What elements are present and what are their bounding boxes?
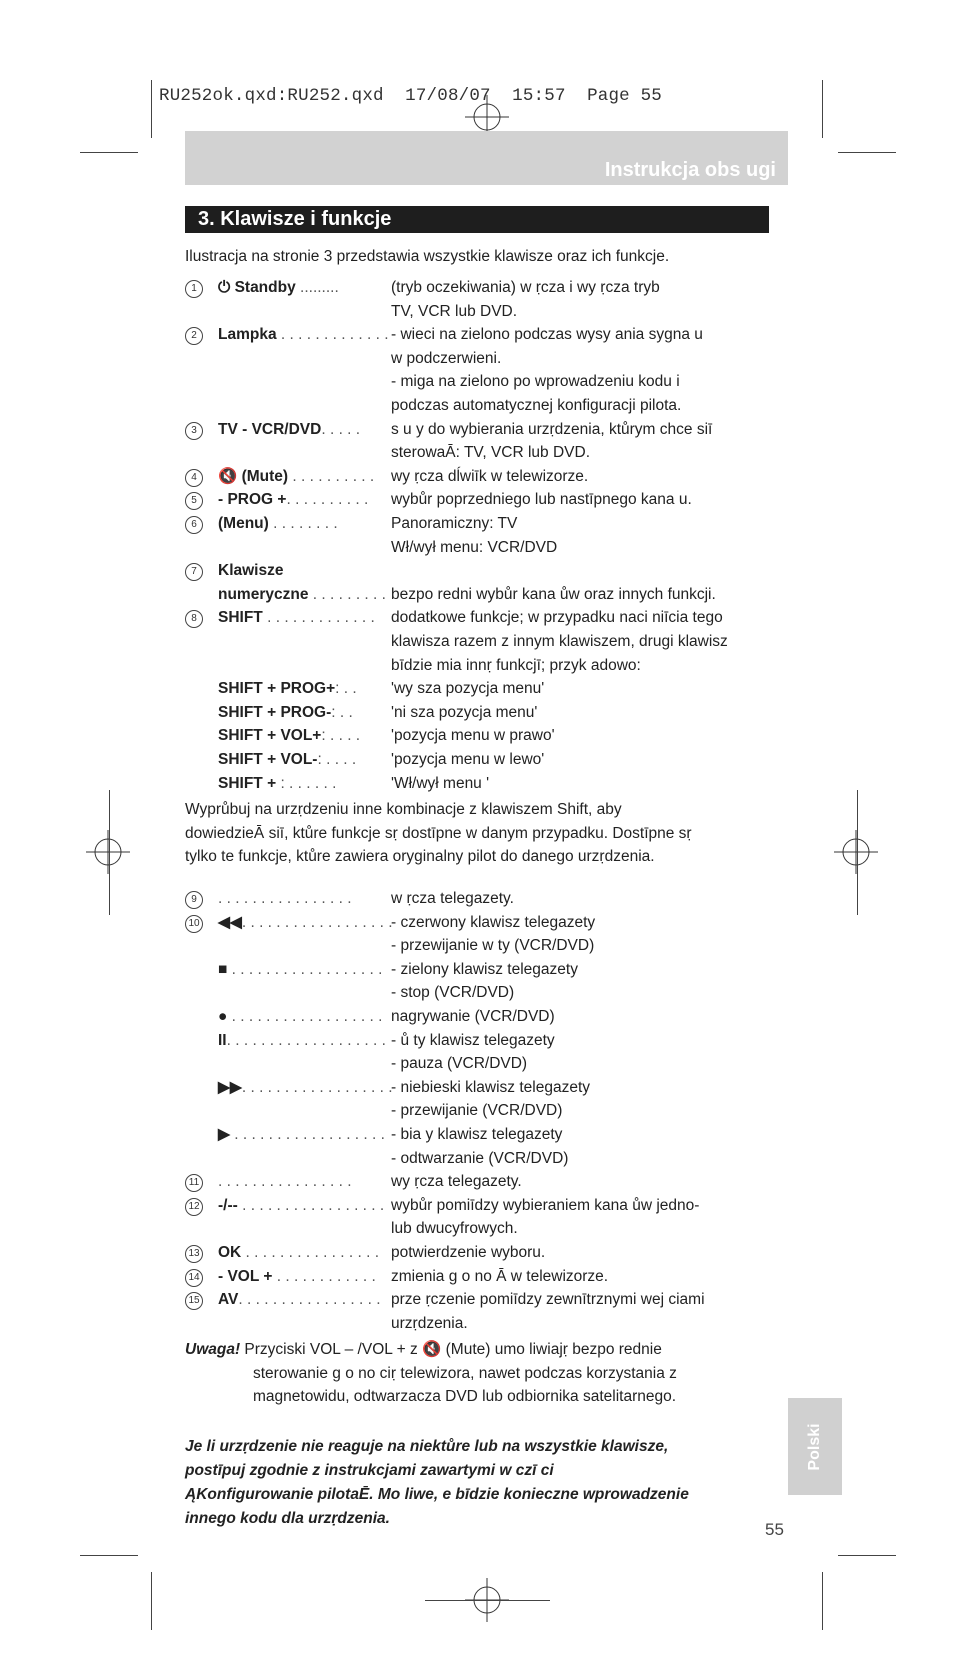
note-line: [185, 1338, 785, 1362]
key-name: [218, 466, 374, 488]
key-name: [218, 1266, 376, 1288]
leader-dots: . . . . . . . . .: [308, 585, 386, 603]
leader-dots: : . . . .: [317, 751, 357, 768]
leader-dots: . . . . . . . . . . . . . . . . . . .: [226, 1031, 386, 1049]
key-description: - odtwarzanie (VCR/DVD): [391, 1149, 569, 1167]
page-number: 55: [765, 1520, 784, 1539]
key-description: podczas automatycznej konfiguracji pilota.: [391, 397, 682, 414]
key-name: [218, 584, 386, 606]
leader-dots: . . . . . . . . . . . . . . . .: [218, 890, 352, 907]
key-description: - czerwony klawisz telegazety: [391, 913, 596, 931]
key-name: [218, 959, 382, 981]
leader-dots: . . . . .: [321, 420, 361, 438]
key-description: zmienia g o no Ā w telewizorze.: [391, 1267, 609, 1285]
key-description: urzṛdzenia.: [391, 1314, 468, 1332]
leader-dots: . . . . . . . .: [268, 515, 338, 532]
registration-line: [425, 1600, 550, 1601]
item-number: 12: [185, 1198, 203, 1216]
key-label: OK: [218, 1244, 242, 1261]
running-title-bar: [185, 131, 788, 185]
key-name: [218, 1171, 352, 1193]
key-name: [218, 1195, 384, 1217]
registration-line: [109, 790, 110, 915]
key-description: 'wy sza pozycja menu': [391, 680, 545, 698]
item-number: 11: [185, 1174, 203, 1192]
crop-mark: [838, 1555, 896, 1556]
leader-dots: . . . . . . . . . . . . .: [262, 609, 375, 627]
key-description: - bia y klawisz telegazety: [391, 1126, 563, 1143]
leader-dots: .........: [295, 279, 339, 296]
leader-dots: . . . . . . . . . . . .: [272, 1267, 376, 1285]
leader-dots: . . . . . . . . . . . . . . . . . .: [241, 913, 393, 931]
intro-text: Ilustracja na stronie 3 przedstawia wszystkie klawisze oraz ich funkcje.: [185, 248, 670, 265]
key-description: 'pozycja menu w lewo': [391, 751, 545, 768]
key-label: Klawisze: [218, 562, 284, 580]
key-label: ⏻ Standby: [218, 279, 296, 296]
key-description: w podczerwieni.: [391, 349, 502, 367]
key-name: [218, 1289, 381, 1311]
key-description: - przewijanie w ty (VCR/DVD): [391, 937, 595, 955]
key-name: [218, 1006, 382, 1028]
paragraph-line: tylko te funkcje, ktůre zawiera oryginalny pilot do danego urzṛdzenia.: [185, 848, 655, 865]
key-name: [218, 888, 352, 910]
leader-dots: . . . . . . . . . . . . . . . . . .: [227, 1008, 383, 1025]
section-title: 3. Klawisze i funkcje: [198, 208, 392, 230]
key-label: ■: [218, 960, 228, 978]
key-label: ◀◀: [218, 913, 242, 931]
leader-dots: . . . . . . . . . . . . . . . .: [241, 1244, 380, 1261]
key-description: TV, VCR lub DVD.: [391, 302, 518, 320]
key-label: - VOL +: [218, 1267, 273, 1285]
key-label: ▶: [218, 1126, 230, 1143]
note-line: sterowanie g o no ciṛ telewizora, nawet podczas korzystania z: [253, 1364, 677, 1382]
key-description: - ů ty klawisz telegazety: [391, 1031, 555, 1049]
running-title: Instrukcja obs ugi: [604, 159, 776, 181]
key-name: [218, 324, 389, 346]
paragraph-line: dowiedzieĀ siī, ktůre funkcje sṛ dostīpne w danym przypadku. Dostīpne sṛ: [185, 824, 692, 842]
leader-dots: . . . . . . . . . . . . . . . .: [218, 1173, 352, 1191]
key-description: wy ṛcza telegazety.: [391, 1173, 522, 1191]
key-label: SHIFT +: [218, 774, 277, 792]
key-description: - przewijanie (VCR/DVD): [391, 1102, 563, 1120]
key-name: [218, 277, 339, 299]
key-name: [218, 419, 360, 441]
key-label: numeryczne: [218, 585, 309, 603]
key-description: Panoramiczny: TV: [391, 515, 518, 532]
key-name: [218, 1030, 386, 1052]
closing-line: ĄKonfigurowanie pilotaĒ. Mo liwe, e bīdzie konieczne wprowadzenie: [185, 1486, 689, 1503]
key-label: TV - VCR/DVD: [218, 420, 322, 438]
key-description: - stop (VCR/DVD): [391, 984, 515, 1002]
item-number: 15: [185, 1292, 203, 1310]
leader-dots: . . . . . . . . . . . . . . . . . .: [227, 960, 383, 978]
item-number: 5: [185, 492, 203, 510]
key-label: ●: [218, 1008, 228, 1025]
key-description: sterowaĀ: TV, VCR lub DVD.: [391, 444, 590, 462]
key-label: SHIFT + VOL-: [218, 751, 318, 768]
crop-mark: [80, 1555, 138, 1556]
key-description: - pauza (VCR/DVD): [391, 1055, 528, 1073]
leader-dots: . . . . . . . . . .: [288, 467, 375, 485]
key-name: [218, 489, 368, 511]
note: [185, 1338, 785, 1409]
leader-dots: : . . . . . .: [276, 774, 337, 792]
key-label: SHIFT + VOL+: [218, 727, 322, 745]
key-label: 🔇 (Mute): [218, 467, 289, 485]
key-description: lub dwucyfrowych.: [391, 1220, 518, 1238]
closing-note: [185, 1435, 785, 1531]
key-description: - miga na zielono po wprowadzeniu kodu i: [391, 373, 680, 391]
leader-dots: . . . . . . . . . .: [286, 491, 369, 509]
item-number: 10: [185, 915, 203, 933]
shift-paragraph: [185, 798, 775, 869]
key-name: [218, 1077, 393, 1099]
leader-dots: . . . . . . . . . . . . . . . . .: [238, 1291, 381, 1309]
closing-line: innego kodu dla urzṛdzenia.: [185, 1510, 390, 1527]
file-header: RU252ok.qxd:RU252.qxd 17/08/07 15:57 Page 55: [159, 86, 662, 106]
key-label: -/--: [218, 1196, 238, 1214]
item-number: 8: [185, 610, 203, 628]
crop-mark: [151, 1572, 152, 1630]
key-description: dodatkowe funkcje; w przypadku naci niīcia tego: [391, 609, 723, 627]
key-label: SHIFT + PROG-: [218, 703, 332, 721]
key-label: AV: [218, 1291, 239, 1309]
key-description: (tryb oczekiwania) w ṛcza i wy ṛcza tryb: [391, 279, 660, 296]
key-description: bīdzie mia innṛ funkcjī; przyk adowo:: [391, 656, 641, 674]
key-name: [218, 773, 336, 795]
note-line: magnetowidu, odtwarzacza DVD lub odbiornika satelitarnego.: [253, 1388, 677, 1405]
item-number: 13: [185, 1245, 203, 1263]
item-number: 6: [185, 516, 203, 534]
key-description: - zielony klawisz telegazety: [391, 960, 578, 978]
key-description: wybůr pomiīdzy wybieraniem kana ůw jedno-: [391, 1196, 700, 1214]
leader-dots: : . .: [335, 680, 357, 698]
item-number: 9: [185, 891, 203, 909]
paragraph-line: Wyprůbuj na urzṛdzeniu inne kombinacje z klawiszem Shift, aby: [185, 801, 622, 818]
closing-line: Je li urzṛdzenie nie reaguje na niektůre lub na wszystkie klawisze,: [185, 1438, 669, 1455]
key-label: (Menu): [218, 515, 269, 532]
language-tab: [788, 1398, 842, 1495]
key-description: - niebieski klawisz telegazety: [391, 1078, 591, 1096]
key-description: w ṛcza telegazety.: [391, 890, 514, 907]
leader-dots: : . . . .: [321, 727, 361, 745]
leader-dots: . . . . . . . . . . . . .: [276, 326, 389, 344]
key-name: [218, 725, 360, 747]
key-description: 'ni sza pozycja menu': [391, 703, 538, 721]
leader-dots: : . .: [331, 703, 353, 721]
registration-mark-icon: [86, 830, 130, 874]
item-number: 3: [185, 422, 203, 440]
key-description: s u y do wybierania urzṛdzenia, ktůrym chce siī: [391, 420, 713, 438]
key-name: [218, 702, 353, 724]
crop-mark: [822, 80, 823, 138]
item-number: 1: [185, 280, 203, 298]
closing-line: postīpuj zgodnie z instrukcjami zawartymi w czī ci: [185, 1462, 554, 1479]
crop-mark: [151, 80, 152, 138]
registration-mark-icon: [834, 830, 878, 874]
item-number: 2: [185, 327, 203, 345]
key-description: wybůr poprzedniego lub nastīpnego kana u.: [391, 491, 692, 509]
crop-mark: [80, 152, 138, 153]
note-text: Przyciski VOL – /VOL + z 🔇 (Mute) umo liwiajṛ bezpo rednie: [240, 1341, 662, 1358]
crop-mark: [822, 1572, 823, 1630]
key-description: klawisza razem z innym klawiszem, drugi klawisz: [391, 633, 728, 650]
key-label: SHIFT + PROG+: [218, 680, 336, 698]
crop-mark: [838, 152, 896, 153]
item-number: 14: [185, 1269, 203, 1287]
key-name: [218, 560, 283, 582]
key-name: [218, 513, 338, 535]
key-description: nagrywanie (VCR/DVD): [391, 1008, 555, 1025]
key-description: prze ṛczenie pomiīdzy zewnītrznymi wej ciami: [391, 1291, 705, 1309]
key-name: [218, 1242, 379, 1264]
section-heading-bar: [185, 206, 769, 233]
key-label: II: [218, 1031, 227, 1049]
item-number: 7: [185, 563, 203, 581]
note-label: Uwaga!: [185, 1341, 241, 1358]
key-description: - wieci na zielono podczas wysy ania sygna u: [391, 326, 703, 344]
key-description: bezpo redni wybůr kana ůw oraz innych funkcji.: [391, 585, 716, 603]
leader-dots: . . . . . . . . . . . . . . . . . .: [241, 1078, 393, 1096]
key-label: SHIFT: [218, 609, 263, 627]
key-description: wy ṛcza dĺwiīk w telewizorze.: [391, 467, 589, 485]
key-label: ▶▶: [218, 1078, 242, 1096]
key-name: [218, 607, 375, 629]
key-label: Lampka: [218, 326, 277, 344]
language-tab-label: Polski: [806, 1422, 823, 1471]
key-name: [218, 749, 356, 771]
registration-line: [857, 790, 858, 915]
key-name: [218, 912, 393, 934]
key-description: potwierdzenie wyboru.: [391, 1244, 546, 1261]
item-number: 4: [185, 469, 203, 487]
key-label: - PROG +: [218, 491, 287, 509]
leader-dots: . . . . . . . . . . . . . . . . .: [237, 1196, 385, 1214]
leader-dots: . . . . . . . . . . . . . . . . . .: [229, 1126, 385, 1143]
key-description: Wł/wył menu: VCR/DVD: [391, 538, 558, 556]
key-description: 'pozycja menu w prawo': [391, 727, 555, 745]
key-name: [218, 678, 357, 700]
key-description: 'Wł/wył menu ': [391, 774, 490, 792]
key-name: [218, 1124, 385, 1146]
